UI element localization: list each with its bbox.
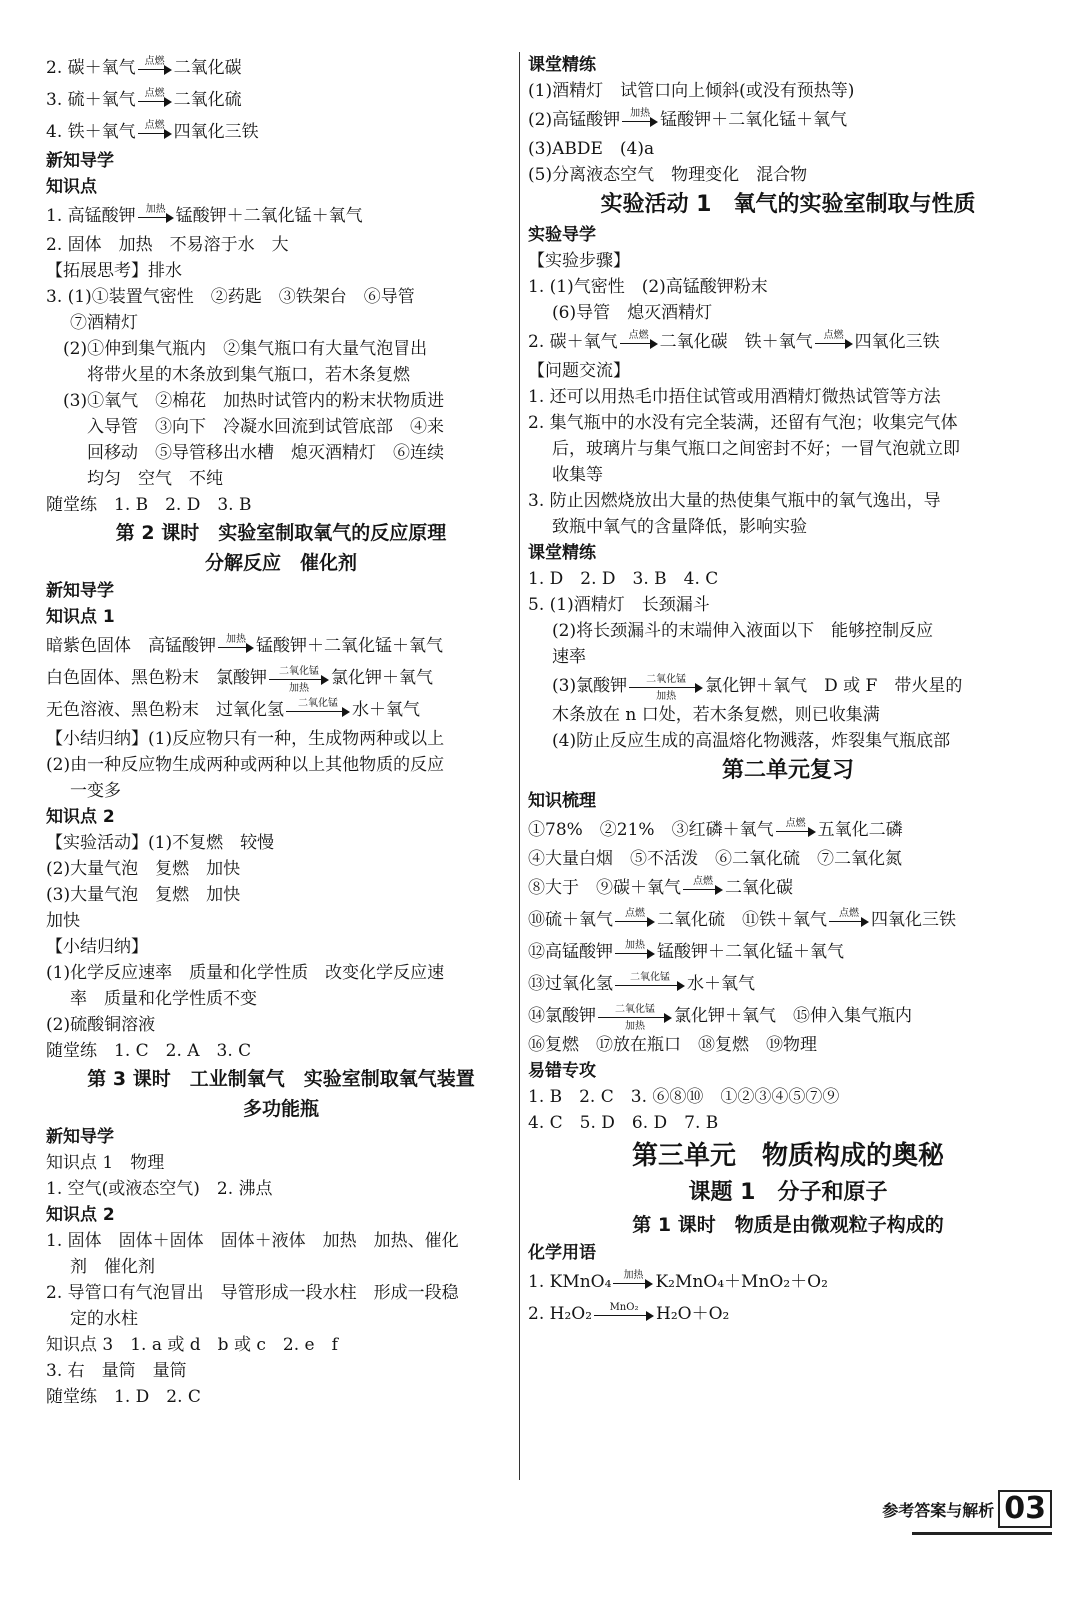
reaction-line — [46, 662, 516, 694]
arrow-condition-top: 二氧化锰 — [646, 673, 687, 685]
arrow-head — [650, 339, 658, 349]
arrow-head — [695, 683, 703, 693]
products: 二氧化碳 铁＋氧气 — [659, 332, 813, 352]
answer-line: (4)防止反应生成的高温熔化物溅落，炸裂集气瓶底部 — [552, 731, 951, 751]
answer-line: 4. C 5. D 6. D 7. B — [528, 1113, 719, 1133]
arrow-head — [342, 707, 350, 717]
answer-line: 率 质量和化学性质不变 — [70, 989, 257, 1009]
arrow-condition-bottom: 加热 — [656, 690, 677, 702]
arrow-line — [683, 889, 717, 890]
reactants: 4. 铁＋氧气 — [46, 122, 136, 142]
answer-line: 知识点 3 1. a 或 d b 或 c 2. e f — [46, 1335, 338, 1355]
arrow-head — [164, 129, 172, 139]
arrow-head — [845, 339, 853, 349]
reaction-arrow — [683, 876, 723, 902]
section-label: 新知导学 — [46, 581, 114, 601]
section-label: 知识点 — [46, 177, 97, 197]
arrow-head — [664, 1013, 672, 1023]
reaction-arrow — [615, 972, 685, 998]
answer-line: 1. (1)气密性 (2)高锰酸钾粉末 — [528, 277, 768, 297]
answer-line: 【拓展思考】排水 — [46, 261, 182, 281]
section-label: 化学用语 — [528, 1243, 596, 1263]
arrow-condition-top: 二氧化锰 — [615, 1003, 655, 1015]
arrow-line — [138, 217, 168, 218]
arrow-condition-top: 二氧化锰 — [298, 697, 338, 709]
reaction-line — [528, 326, 1048, 358]
reaction-arrow — [286, 698, 350, 724]
arrow-condition-top: 二氧化锰 — [279, 665, 319, 677]
products: 锰酸钾＋二氧化锰＋氧气 — [657, 942, 844, 962]
reactants: 2. H₂O₂ — [528, 1304, 593, 1324]
reaction-line — [46, 52, 516, 84]
reaction-arrow — [613, 1270, 653, 1296]
arrow-line — [594, 1315, 648, 1316]
answer-line: 随堂练 1. C 2. A 3. C — [46, 1041, 252, 1061]
arrow-line — [622, 121, 652, 122]
arrow-condition-top: 点燃 — [628, 329, 649, 341]
arrow-head — [321, 675, 329, 685]
answer-line: 速率 — [552, 647, 586, 667]
arrow-line — [138, 101, 166, 102]
reactants: (3)氯酸钾 — [552, 676, 628, 696]
answer-line: 1. B 2. C 3. ⑥⑧⑩ ①②③④⑤⑦⑨ — [528, 1087, 840, 1107]
section-label: 课堂精练 — [528, 543, 596, 563]
arrow-line — [613, 1283, 647, 1284]
reaction-arrow — [815, 330, 853, 356]
reaction-line — [528, 104, 1048, 136]
answer-line: 随堂练 1. B 2. D 3. B — [46, 495, 252, 515]
reaction-arrow — [622, 108, 658, 134]
products: 氯化钾＋氧气 D 或 F 带火星的 — [705, 676, 963, 696]
arrow-head — [715, 885, 723, 895]
right-column — [528, 52, 1048, 1330]
arrow-condition-bottom: 加热 — [625, 1020, 645, 1032]
arrow-condition-bottom: 加热 — [289, 682, 309, 694]
arrow-head — [646, 1311, 654, 1321]
reactants: ⑭氯酸钾 — [528, 1006, 596, 1026]
section-label: 新知导学 — [46, 151, 114, 171]
section-label: 实验导学 — [528, 225, 596, 245]
answer-line: 【小结归纳】 — [46, 937, 148, 957]
products: 锰酸钾＋二氧化锰＋氧气 — [256, 636, 443, 656]
arrow-head — [861, 917, 869, 927]
arrow-condition-top: 加热 — [630, 107, 651, 119]
reaction-line — [46, 84, 516, 116]
arrow-condition-top: 加热 — [625, 939, 645, 951]
section-label: 知识点 1 — [46, 607, 115, 627]
products: 二氧化硫 — [173, 90, 242, 110]
arrow-line — [269, 679, 323, 680]
reactants: 白色固体、黑色粉末 氯酸钾 — [46, 668, 267, 688]
arrow-condition-top: 二氧化锰 — [630, 971, 670, 983]
answer-line: 【问题交流】 — [528, 361, 630, 381]
reaction-arrow — [598, 1004, 672, 1030]
reactants: 2. 碳＋氧气 — [46, 58, 136, 78]
lesson-heading: 第 2 课时 实验室制取氧气的反应原理 — [115, 522, 447, 544]
arrow-line — [829, 921, 863, 922]
reactants: 3. 硫＋氧气 — [46, 90, 136, 110]
section-label: 知识梳理 — [528, 791, 596, 811]
column-divider — [519, 52, 520, 1480]
reactants: 无色溶液、黑色粉末 过氧化氢 — [46, 700, 284, 720]
answer-line: 入导管 ③向下 冷凝水回流到试管底部 ④来 — [70, 417, 444, 437]
arrow-head — [164, 97, 172, 107]
page-footer — [882, 1490, 1052, 1528]
section-label: 知识点 2 — [46, 1205, 115, 1225]
arrow-condition-top: 点燃 — [839, 907, 859, 919]
section-label: 新知导学 — [46, 1127, 114, 1147]
answer-line: 【实验步骤】 — [528, 251, 630, 271]
arrow-condition-top: 点燃 — [823, 329, 844, 341]
reactants: ⑬过氧化氢 — [528, 974, 613, 994]
left-column — [46, 52, 516, 1410]
arrow-condition-top: 点燃 — [693, 875, 713, 887]
answer-line: 1. 还可以用热毛巾捂住试管或用酒精灯微热试管等方法 — [528, 387, 941, 407]
answer-line: (6)导管 熄灭酒精灯 — [552, 303, 713, 323]
answer-line: ④大量白烟 ⑤不活泼 ⑥二氧化硫 ⑦二氧化氮 — [528, 849, 902, 869]
products: 氯化钾＋氧气 ⑮伸入集气瓶内 — [674, 1006, 912, 1026]
products: 二氧化碳 — [173, 58, 242, 78]
footer-label: 参考答案与解析 — [882, 1500, 995, 1520]
answer-line: 【小结归纳】(1)反应物只有一种，生成物两种或以上 — [46, 729, 445, 749]
reaction-line — [528, 1000, 1048, 1032]
answer-line: 加快 — [46, 911, 80, 931]
answer-line: 1. D 2. D 3. B 4. C — [528, 569, 719, 589]
section-heading: 课题 1 分子和原子 — [688, 1180, 888, 1205]
reaction-arrow — [629, 674, 703, 700]
answer-line: (2)①伸到集气瓶内 ②集气瓶口有大量气泡冒出 — [46, 339, 428, 359]
arrow-line — [615, 921, 649, 922]
reaction-line — [528, 1298, 1048, 1330]
products: 水＋氧气 — [352, 700, 420, 720]
answer-line: (2)将长颈漏斗的末端伸入液面以下 能够控制反应 — [552, 621, 934, 641]
arrow-head — [647, 949, 655, 959]
reaction-line — [528, 904, 1048, 936]
arrow-condition-top: MnO₂ — [609, 1301, 639, 1313]
reactants: 暗紫色固体 高锰酸钾 — [46, 636, 216, 656]
reaction-line — [46, 630, 516, 662]
reaction-arrow — [269, 666, 329, 692]
answer-line: 木条放在 n 口处，若木条复燃，则已收集满 — [552, 705, 880, 725]
section-heading: 第二单元复习 — [721, 758, 854, 783]
products: 二氧化硫 ⑪铁＋氧气 — [657, 910, 827, 930]
answer-line: ⑦酒精灯 — [70, 313, 138, 333]
answer-line: 随堂练 1. D 2. C — [46, 1387, 201, 1407]
arrow-condition-top: 点燃 — [785, 817, 806, 829]
answer-line: (1)化学反应速率 质量和化学性质 改变化学反应速 — [46, 963, 445, 983]
lesson-heading: 分解反应 催化剂 — [204, 552, 357, 574]
footer-rule — [912, 1532, 1052, 1535]
answer-line: (2)大量气泡 复燃 加快 — [46, 859, 241, 879]
arrow-line — [138, 69, 166, 70]
answer-line: 均匀 空气 不纯 — [70, 469, 223, 489]
reaction-arrow — [620, 330, 658, 356]
reaction-line — [46, 116, 516, 148]
reaction-line — [528, 1266, 1048, 1298]
reaction-arrow — [829, 908, 869, 934]
arrow-condition-top: 点燃 — [144, 87, 165, 99]
reaction-arrow — [138, 120, 172, 146]
answer-line: 知识点 1 物理 — [46, 1153, 165, 1173]
arrow-line — [815, 343, 847, 344]
products: 水＋氧气 — [687, 974, 755, 994]
reactants: ⑧大于 ⑨碳＋氧气 — [528, 878, 681, 898]
section-heading: 实验活动 1 氧气的实验室制取与性质 — [600, 192, 976, 217]
arrow-line — [615, 953, 649, 954]
arrow-line — [218, 647, 248, 648]
arrow-line — [138, 133, 166, 134]
answer-line: 1. 固体 固体＋固体 固体＋液体 加热 加热、催化 — [46, 1231, 459, 1251]
arrow-line — [286, 711, 344, 712]
answer-line: 3. (1)①装置气密性 ②药匙 ③铁架台 ⑥导管 — [46, 287, 415, 307]
products: 锰酸钾＋二氧化锰＋氧气 — [175, 206, 363, 226]
lesson-heading: 第 3 课时 工业制氧气 实验室制取氧气装置 — [87, 1068, 475, 1090]
answer-line: 后，玻璃片与集气瓶口之间密封不好；一冒气泡就立即 — [552, 439, 960, 459]
reactants: 1. KMnO₄ — [528, 1272, 612, 1292]
reaction-line — [528, 968, 1048, 1000]
products: H₂O＋O₂ — [656, 1304, 730, 1324]
reaction-line — [528, 814, 1048, 846]
products: 四氧化三铁 — [871, 910, 956, 930]
products: 锰酸钾＋二氧化锰＋氧气 — [660, 110, 848, 130]
answer-line: 收集等 — [552, 465, 603, 485]
reactants: ①78% ②21% ③红磷＋氧气 — [528, 820, 774, 840]
arrow-head — [677, 981, 685, 991]
reactants: ⑫高锰酸钾 — [528, 942, 613, 962]
arrow-line — [629, 687, 697, 688]
reaction-arrow — [594, 1302, 654, 1328]
products: K₂MnO₄＋MnO₂＋O₂ — [655, 1272, 828, 1292]
arrow-head — [164, 65, 172, 75]
reactants: 2. 碳＋氧气 — [528, 332, 618, 352]
reaction-arrow — [615, 940, 655, 966]
answer-line: 5. (1)酒精灯 长颈漏斗 — [528, 595, 710, 615]
lesson-heading: 多功能瓶 — [242, 1098, 319, 1120]
reactants: 1. 高锰酸钾 — [46, 206, 136, 226]
reactants: (2)高锰酸钾 — [528, 110, 621, 130]
arrow-head — [645, 1279, 653, 1289]
reaction-arrow — [138, 204, 174, 230]
answer-line: 3. 防止因燃烧放出大量的热使集气瓶中的氧气逸出，导 — [528, 491, 941, 511]
reactants: ⑩硫＋氧气 — [528, 910, 613, 930]
arrow-head — [650, 117, 658, 127]
answer-line: 2. 固体 加热 不易溶于水 大 — [46, 235, 289, 255]
lesson-heading: 第 1 课时 物质是由微观粒子构成的 — [632, 1214, 944, 1236]
reaction-arrow — [138, 88, 172, 114]
reaction-line — [46, 694, 516, 726]
answer-line: 剂 催化剂 — [70, 1257, 155, 1277]
arrow-head — [246, 643, 254, 653]
page-number: 03 — [998, 1490, 1052, 1528]
products: 五氧化二磷 — [817, 820, 903, 840]
answer-line: (3)大量气泡 复燃 加快 — [46, 885, 241, 905]
arrow-line — [598, 1017, 666, 1018]
arrow-condition-top: 加热 — [226, 633, 246, 645]
unit-heading: 第三单元 物质构成的奥秘 — [631, 1141, 944, 1171]
answer-line: 2. 导管口有气泡冒出 导管形成一段水柱 形成一段稳 — [46, 1283, 459, 1303]
section-label: 课堂精练 — [528, 55, 596, 75]
arrow-head — [647, 917, 655, 927]
arrow-condition-top: 点燃 — [144, 55, 165, 67]
arrow-condition-top: 点燃 — [144, 119, 165, 131]
reaction-line — [46, 200, 516, 232]
answer-line: (2)硫酸铜溶液 — [46, 1015, 156, 1035]
arrow-condition-top: 加热 — [145, 203, 166, 215]
products: 四氧化三铁 — [173, 122, 259, 142]
answer-line: 致瓶中氧气的含量降低，影响实验 — [552, 517, 807, 537]
reaction-line — [528, 872, 1048, 904]
reaction-arrow — [615, 908, 655, 934]
reaction-arrow — [138, 56, 172, 82]
answer-line: (3)ABDE (4)a — [528, 139, 655, 159]
section-label: 易错专攻 — [528, 1061, 596, 1081]
arrow-condition-top: 点燃 — [625, 907, 645, 919]
answer-line: ⑯复燃 ⑰放在瓶口 ⑱复燃 ⑲物理 — [528, 1035, 817, 1055]
products: 氯化钾＋氧气 — [331, 668, 433, 688]
reaction-line — [528, 936, 1048, 968]
products: 四氧化三铁 — [854, 332, 940, 352]
answer-line: (2)由一种反应物生成两种或两种以上其他物质的反应 — [46, 755, 445, 775]
answer-line: 2. 集气瓶中的水没有完全装满，还留有气泡；收集完气体 — [528, 413, 958, 433]
answer-line: 一变多 — [70, 781, 121, 801]
products: 二氧化碳 — [725, 878, 793, 898]
arrow-condition-top: 加热 — [623, 1269, 644, 1281]
reaction-line — [528, 670, 1048, 702]
answer-line: (3)①氧气 ②棉花 加热时试管内的粉末状物质进 — [46, 391, 445, 411]
arrow-line — [615, 985, 679, 986]
answer-line: 将带火星的木条放到集气瓶口，若木条复燃 — [70, 365, 410, 385]
arrow-head — [166, 213, 174, 223]
answer-line: 定的水柱 — [70, 1309, 138, 1329]
reaction-arrow — [218, 634, 254, 660]
answer-line: (1)酒精灯 试管口向上倾斜(或没有预热等) — [528, 81, 855, 101]
answer-line: (5)分离液态空气 物理变化 混合物 — [528, 165, 808, 185]
arrow-head — [808, 827, 816, 837]
arrow-line — [620, 343, 652, 344]
section-label: 知识点 2 — [46, 807, 115, 827]
answer-line: 1. 空气(或液态空气) 2. 沸点 — [46, 1179, 273, 1199]
answer-line: 【实验活动】(1)不复燃 较慢 — [46, 833, 275, 853]
answer-line: 回移动 ⑤导管移出水槽 熄灭酒精灯 ⑥连续 — [70, 443, 444, 463]
reaction-arrow — [776, 818, 816, 844]
arrow-line — [776, 831, 810, 832]
answer-line: 3. 右 量筒 量筒 — [46, 1361, 187, 1381]
